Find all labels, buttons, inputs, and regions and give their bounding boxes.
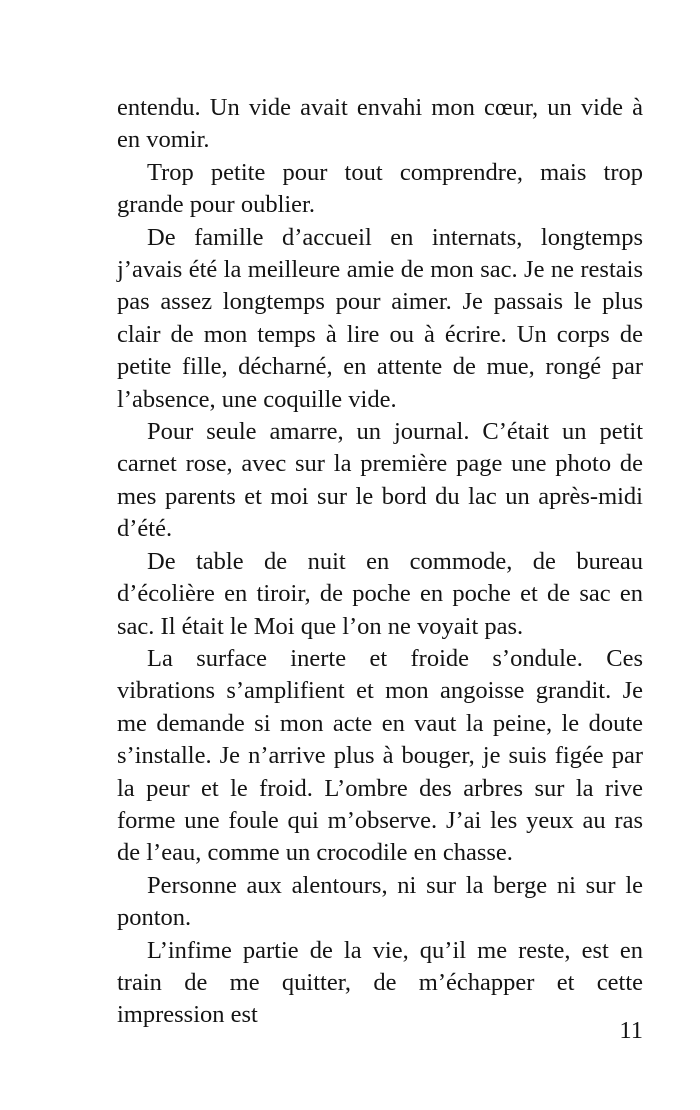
paragraph-continuation: entendu. Un vide avait envahi mon cœur, un vide à en vomir. <box>117 94 643 154</box>
paragraph: La surface inerte et froide s’ondule. Ces vibrations s’amplifient et mon angoisse grandit. Je me demande si mon acte en vaut la peine, le doute s’installe. Je n’arrive plus à bouger, je suis figée par la peur et le froid. L’ombre des arbres sur la rive forme une foule qui m’observe. J’ai les yeux au ras de l’eau, comme un crocodile en chasse. <box>117 644 643 867</box>
paragraph: L’infime partie de la vie, qu’il me reste, est en train de me quitter, de m’échapper et cette impression est <box>117 936 643 1029</box>
paragraph: Pour seule amarre, un journal. C’était un petit carnet rose, avec sur la première page une photo de mes parents et moi sur le bord du lac un après-midi d’été. <box>117 418 643 543</box>
paragraph: Personne aux alentours, ni sur la berge ni sur le ponton. <box>117 871 643 932</box>
paragraph: De table de nuit en commode, de bureau d’écolière en tiroir, de poche en poche et de sac en sac. Il était le Moi que l’on ne voyait pas. <box>117 547 643 640</box>
paragraph: De famille d’accueil en internats, longtemps j’avais été la meilleure amie de mon sac. Je ne restais pas assez longtemps pour aimer. Je passais le plus clair de mon temps à lire ou à écrire. Un corps de petite fille, décharné, en attente de mue, rongé par l’absence, une coquille vide. <box>117 223 643 413</box>
paragraph: Trop petite pour tout comprendre, mais trop grande pour oublier. <box>117 158 643 219</box>
page-number: 11 <box>619 1017 643 1044</box>
body-text <box>117 92 643 1032</box>
